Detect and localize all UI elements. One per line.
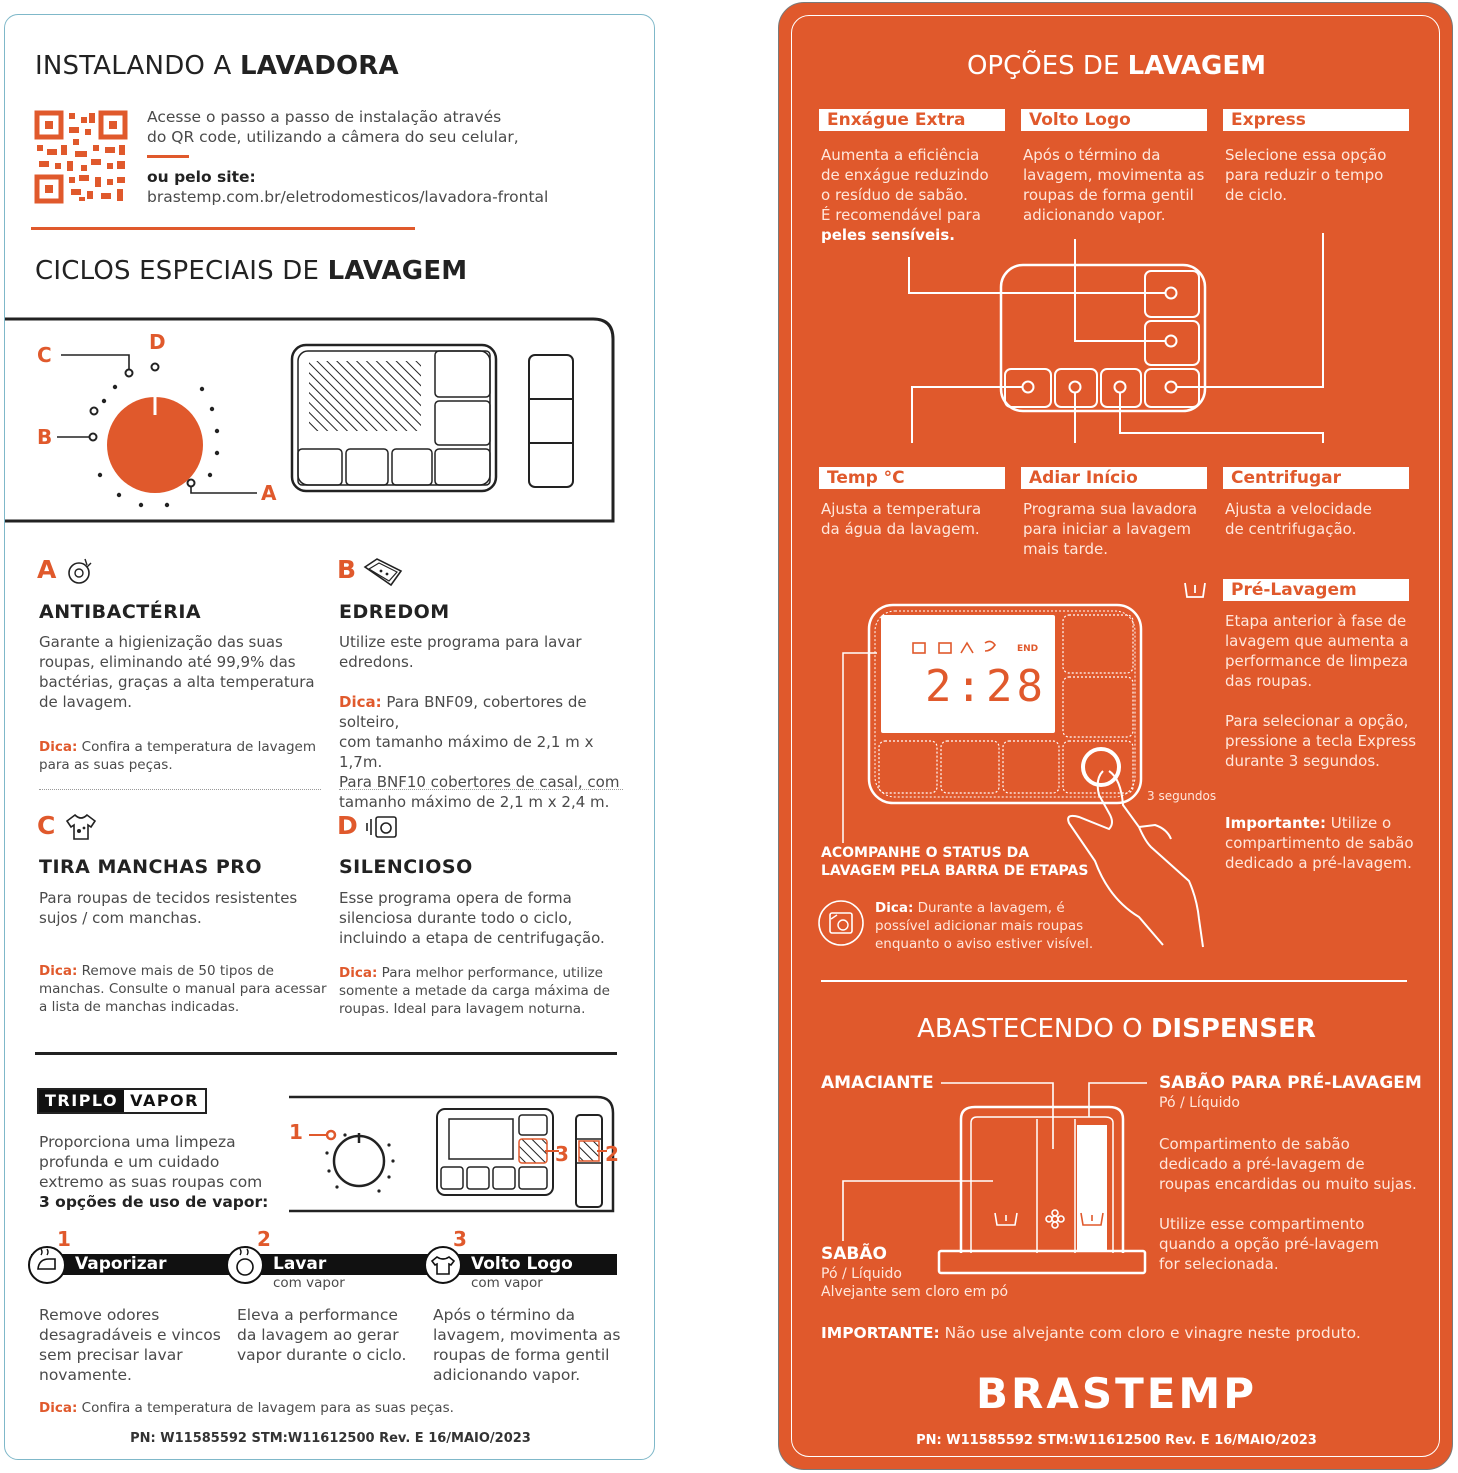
option-enxague-desc: É recomendável para	[821, 206, 981, 224]
steam-option-3-num: 3	[453, 1227, 467, 1251]
steam-option-1-name: Vaporizar	[75, 1254, 167, 1274]
dial-label-a: A	[261, 481, 277, 505]
cycle-d-letter: D	[337, 811, 358, 840]
status-title: LAVAGEM PELA BARRA DE ETAPAS	[821, 863, 1089, 879]
steam-mark-1: 1	[289, 1120, 303, 1144]
option-enxague-desc: de enxágue reduzindo	[821, 166, 989, 184]
steam-option-3-name: Volto Logo	[471, 1254, 573, 1274]
option-enxague-desc: o resíduo de sabão.	[821, 186, 968, 204]
softener-label: AMACIANTE	[821, 1073, 934, 1093]
cycle-c-tip: manchas. Consulte o manual para acessar	[39, 981, 327, 997]
left-panel	[4, 14, 655, 1460]
option-volto-desc: roupas de forma gentil	[1023, 186, 1194, 204]
cycle-c-desc: sujos / com manchas.	[39, 909, 202, 927]
steam-desc: profunda e um cuidado	[39, 1153, 220, 1171]
prewash-soap-sub: Pó / Líquido	[1159, 1095, 1240, 1111]
steam-option-1-num: 1	[57, 1227, 71, 1251]
cycle-d-tip: somente a metade da carga máxima de	[339, 983, 610, 999]
steam-wash-icon	[225, 1245, 265, 1285]
option-tag-adiar: Adiar Início	[1021, 467, 1207, 489]
washer-panel-diagram	[5, 317, 620, 527]
lcd-end-label: END	[1017, 644, 1039, 654]
dotted-divider	[39, 789, 321, 790]
steam-option-2-desc: vapor durante o ciclo.	[237, 1346, 407, 1364]
cycle-d-tip: roupas. Ideal para lavagem noturna.	[339, 1001, 586, 1017]
add-clothes-icon	[817, 899, 865, 947]
cycle-c-name: TIRA MANCHAS PRO	[39, 856, 263, 878]
steam-option-3-desc: adicionando vapor.	[433, 1366, 581, 1384]
steam-option-2-desc: da lavagem ao gerar	[237, 1326, 399, 1344]
steam-option-3-sub: com vapor	[471, 1275, 543, 1291]
steam-option-1-desc: sem precisar lavar	[39, 1346, 183, 1364]
option-tag-express: Express	[1223, 109, 1409, 131]
triplo-vapor-badge: TRIPLO VAPOR	[37, 1088, 207, 1114]
steam-option-1-desc: Remove odores	[39, 1306, 160, 1324]
cycle-d-desc: incluindo a etapa de centrifugação.	[339, 929, 605, 947]
steam-option-2-desc: Eleva a performance	[237, 1306, 398, 1324]
option-tag-centrifugar: Centrifugar	[1223, 467, 1409, 489]
steam-mark-2: 2	[605, 1142, 619, 1166]
cycle-a-tip-label: Dica:	[39, 739, 78, 755]
cycle-b-tip-label: Dica:	[339, 693, 382, 711]
steam-tip: Confira a temperatura de lavagem para as suas peças.	[81, 1400, 454, 1416]
option-enxague-desc: Aumenta a eficiência	[821, 146, 980, 164]
option-volto-desc: adicionando vapor.	[1023, 206, 1166, 224]
cycle-b-name: EDREDOM	[339, 601, 450, 623]
option-adiar-desc: Programa sua lavadora	[1023, 500, 1198, 518]
option-tag-enxague: Enxágue Extra	[819, 109, 1005, 131]
cycle-c-letter: C	[37, 811, 56, 840]
section-divider	[35, 1052, 617, 1055]
option-tag-temp: Temp °C	[819, 467, 1005, 489]
brastemp-logo: BRASTEMP	[975, 1369, 1258, 1418]
cycle-b-tip: Para BNF09, cobertores de solteiro,	[339, 693, 587, 731]
qr-code-icon[interactable]	[35, 111, 127, 203]
cycle-d-tip-label: Dica:	[339, 965, 378, 981]
right-part-number: PN: W11585592 STM:W11612500 Rev. E 16/MAIO/2023	[916, 1433, 1317, 1448]
option-volto-desc: lavagem, movimenta as	[1023, 166, 1205, 184]
cycle-c-tip: Remove mais de 50 tipos de	[81, 963, 274, 979]
prewash-soap-desc: dedicado a pré-lavagem de	[1159, 1155, 1365, 1173]
dotted-divider	[339, 789, 623, 790]
status-tip-label: Dica:	[875, 900, 914, 916]
steam-panel-diagram	[289, 1095, 619, 1215]
soap-sub: Pó / Líquido	[821, 1266, 902, 1282]
cycle-a-desc: bactérias, graças a alta temperatura	[39, 673, 315, 691]
option-express-desc: de ciclo.	[1225, 186, 1288, 204]
cycle-d-desc: Esse programa opera de forma	[339, 889, 572, 907]
options-title: OPÇÕES DE LAVAGEM	[966, 51, 1267, 81]
section-divider	[31, 227, 415, 230]
cycle-d-tip: Para melhor performance, utilize	[381, 965, 603, 981]
dial-label-b: B	[37, 425, 53, 449]
option-centrifugar-desc: de centrifugação.	[1225, 520, 1357, 538]
install-url-link[interactable]: brastemp.com.br/eletrodomesticos/lavadora-frontal	[147, 188, 549, 206]
dial-label-c: C	[37, 343, 52, 367]
steam-option-3-desc: roupas de forma gentil	[433, 1346, 610, 1364]
important-note: IMPORTANTE: Não use alvejante com cloro e vinagre neste produto.	[821, 1324, 1361, 1342]
status-title: ACOMPANHE O STATUS DA	[821, 845, 1030, 861]
option-tag-prewash: Pré-Lavagem	[1223, 579, 1409, 601]
status-tip: enquanto o aviso estiver visível.	[875, 936, 1094, 952]
option-temp-desc: da água da lavagem.	[821, 520, 980, 538]
prewash-soap-label: SABÃO PARA PRÉ-LAVAGEM	[1159, 1073, 1422, 1093]
steam-option-1-desc: novamente.	[39, 1366, 132, 1384]
prewash-select-desc: pressione a tecla Express	[1225, 732, 1417, 750]
cycle-b-tip: Para BNF10 cobertores de casal, com	[339, 773, 620, 791]
cycle-a-tip: para as suas peças.	[39, 757, 173, 773]
prewash-important: Utilize o	[1330, 814, 1392, 832]
install-line-2: do QR code, utilizando a câmera do seu celular,	[147, 128, 519, 146]
prewash-important: compartimento de sabão	[1225, 834, 1414, 852]
prewash-desc: performance de limpeza	[1225, 652, 1409, 670]
steam-option-2-num: 2	[257, 1227, 271, 1251]
cycle-b-desc: Utilize este programa para lavar	[339, 633, 582, 651]
steam-desc-bold: 3 opções de uso de vapor:	[39, 1193, 269, 1211]
steam-desc: extremo as suas roupas com	[39, 1173, 263, 1191]
prewash-select-desc: durante 3 segundos.	[1225, 752, 1380, 770]
antibacteria-icon	[65, 557, 95, 587]
prewash-basin-icon	[1183, 581, 1207, 601]
cycle-a-desc: de lavagem.	[39, 693, 133, 711]
install-title: INSTALANDO A LAVADORA	[35, 51, 399, 81]
option-enxague-desc-bold: peles sensíveis.	[821, 226, 955, 244]
steam-option-3-desc: Após o término da	[433, 1306, 576, 1324]
steam-option-2-name: Lavar	[273, 1254, 327, 1274]
cycle-c-tip: a lista de manchas indicadas.	[39, 999, 240, 1015]
steam-option-3-desc: lavagem, movimenta as	[433, 1326, 621, 1344]
steam-tip-label: Dica:	[39, 1400, 78, 1416]
soap-sub: Alvejante sem cloro em pó	[821, 1284, 1009, 1300]
cycle-a-desc: roupas, eliminando até 99,9% das	[39, 653, 296, 671]
cycle-d-desc: silenciosa durante todo o ciclo,	[339, 909, 573, 927]
option-adiar-desc: para iniciar a lavagem	[1023, 520, 1191, 538]
prewash-soap-use: quando a opção pré-lavagem	[1159, 1235, 1380, 1253]
install-or-label: ou pelo site:	[147, 168, 256, 186]
cycle-b-desc: edredons.	[339, 653, 414, 671]
cycle-b-letter: B	[337, 555, 357, 584]
cycle-a-desc: Garante a higienização das suas	[39, 633, 283, 651]
steam-shirt-icon	[423, 1245, 463, 1285]
cycle-a-name: ANTIBACTÉRIA	[39, 601, 202, 623]
prewash-soap-desc: roupas encardidas ou muito sujas.	[1159, 1175, 1417, 1193]
silent-washer-icon	[365, 815, 399, 839]
prewash-desc: lavagem que aumenta a	[1225, 632, 1409, 650]
option-express-desc: Selecione essa opção	[1225, 146, 1387, 164]
option-centrifugar-desc: Ajusta a velocidade	[1225, 500, 1372, 518]
prewash-soap-use: for selecionada.	[1159, 1255, 1279, 1273]
cycle-d-name: SILENCIOSO	[339, 856, 473, 878]
prewash-select-desc: Para selecionar a opção,	[1225, 712, 1409, 730]
shirt-stain-icon	[65, 813, 97, 841]
option-volto-desc: Após o término da	[1023, 146, 1161, 164]
prewash-soap-desc: Compartimento de sabão	[1159, 1135, 1350, 1153]
cycle-c-tip-label: Dica:	[39, 963, 78, 979]
left-part-number: PN: W11585592 STM:W11612500 Rev. E 16/MAIO/2023	[130, 1431, 531, 1446]
blanket-icon	[363, 557, 403, 587]
cycle-a-tip: Confira a temperatura de lavagem	[81, 739, 316, 755]
prewash-soap-use: Utilize esse compartimento	[1159, 1215, 1365, 1233]
status-tip: possível adicionar mais roupas	[875, 918, 1084, 934]
option-temp-desc: Ajusta a temperatura	[821, 500, 982, 518]
options-panel-diagram	[779, 233, 1453, 453]
steam-mark-3: 3	[555, 1142, 569, 1166]
status-tip: Durante a lavagem, é	[917, 900, 1065, 916]
section-divider	[821, 980, 1407, 982]
install-line-1: Acesse o passo a passo de instalação através	[147, 108, 502, 126]
option-express-desc: para reduzir o tempo	[1225, 166, 1384, 184]
lcd-time: 2:28	[925, 661, 1047, 712]
steam-option-1-desc: desagradáveis e vincos	[39, 1326, 221, 1344]
prewash-desc: das roupas.	[1225, 672, 1313, 690]
cycle-c-desc: Para roupas de tecidos resistentes	[39, 889, 298, 907]
cycles-title: CICLOS ESPECIAIS DE LAVAGEM	[35, 256, 468, 286]
option-adiar-desc: mais tarde.	[1023, 540, 1109, 558]
hold-duration-label: 3 segundos	[1147, 789, 1217, 803]
dispenser-title: ABASTECENDO O DISPENSER	[917, 1014, 1316, 1044]
dial-label-d: D	[149, 330, 166, 354]
steam-desc: Proporciona uma limpeza	[39, 1133, 236, 1151]
soap-label: SABÃO	[821, 1244, 887, 1264]
prewash-important: dedicado a pré-lavagem.	[1225, 854, 1412, 872]
cycle-b-tip: com tamanho máximo de 2,1 m x 1,7m.	[339, 733, 594, 771]
cycle-b-tip: tamanho máximo de 2,1 m x 2,4 m.	[339, 793, 610, 811]
option-tag-volto-logo: Volto Logo	[1021, 109, 1207, 131]
steam-option-2-sub: com vapor	[273, 1275, 345, 1291]
prewash-important-label: Importante:	[1225, 814, 1326, 832]
prewash-desc: Etapa anterior à fase de	[1225, 612, 1407, 630]
install-divider	[147, 155, 189, 158]
steam-iron-icon	[27, 1245, 67, 1285]
cycle-a-letter: A	[37, 555, 57, 584]
right-panel	[778, 2, 1453, 1470]
